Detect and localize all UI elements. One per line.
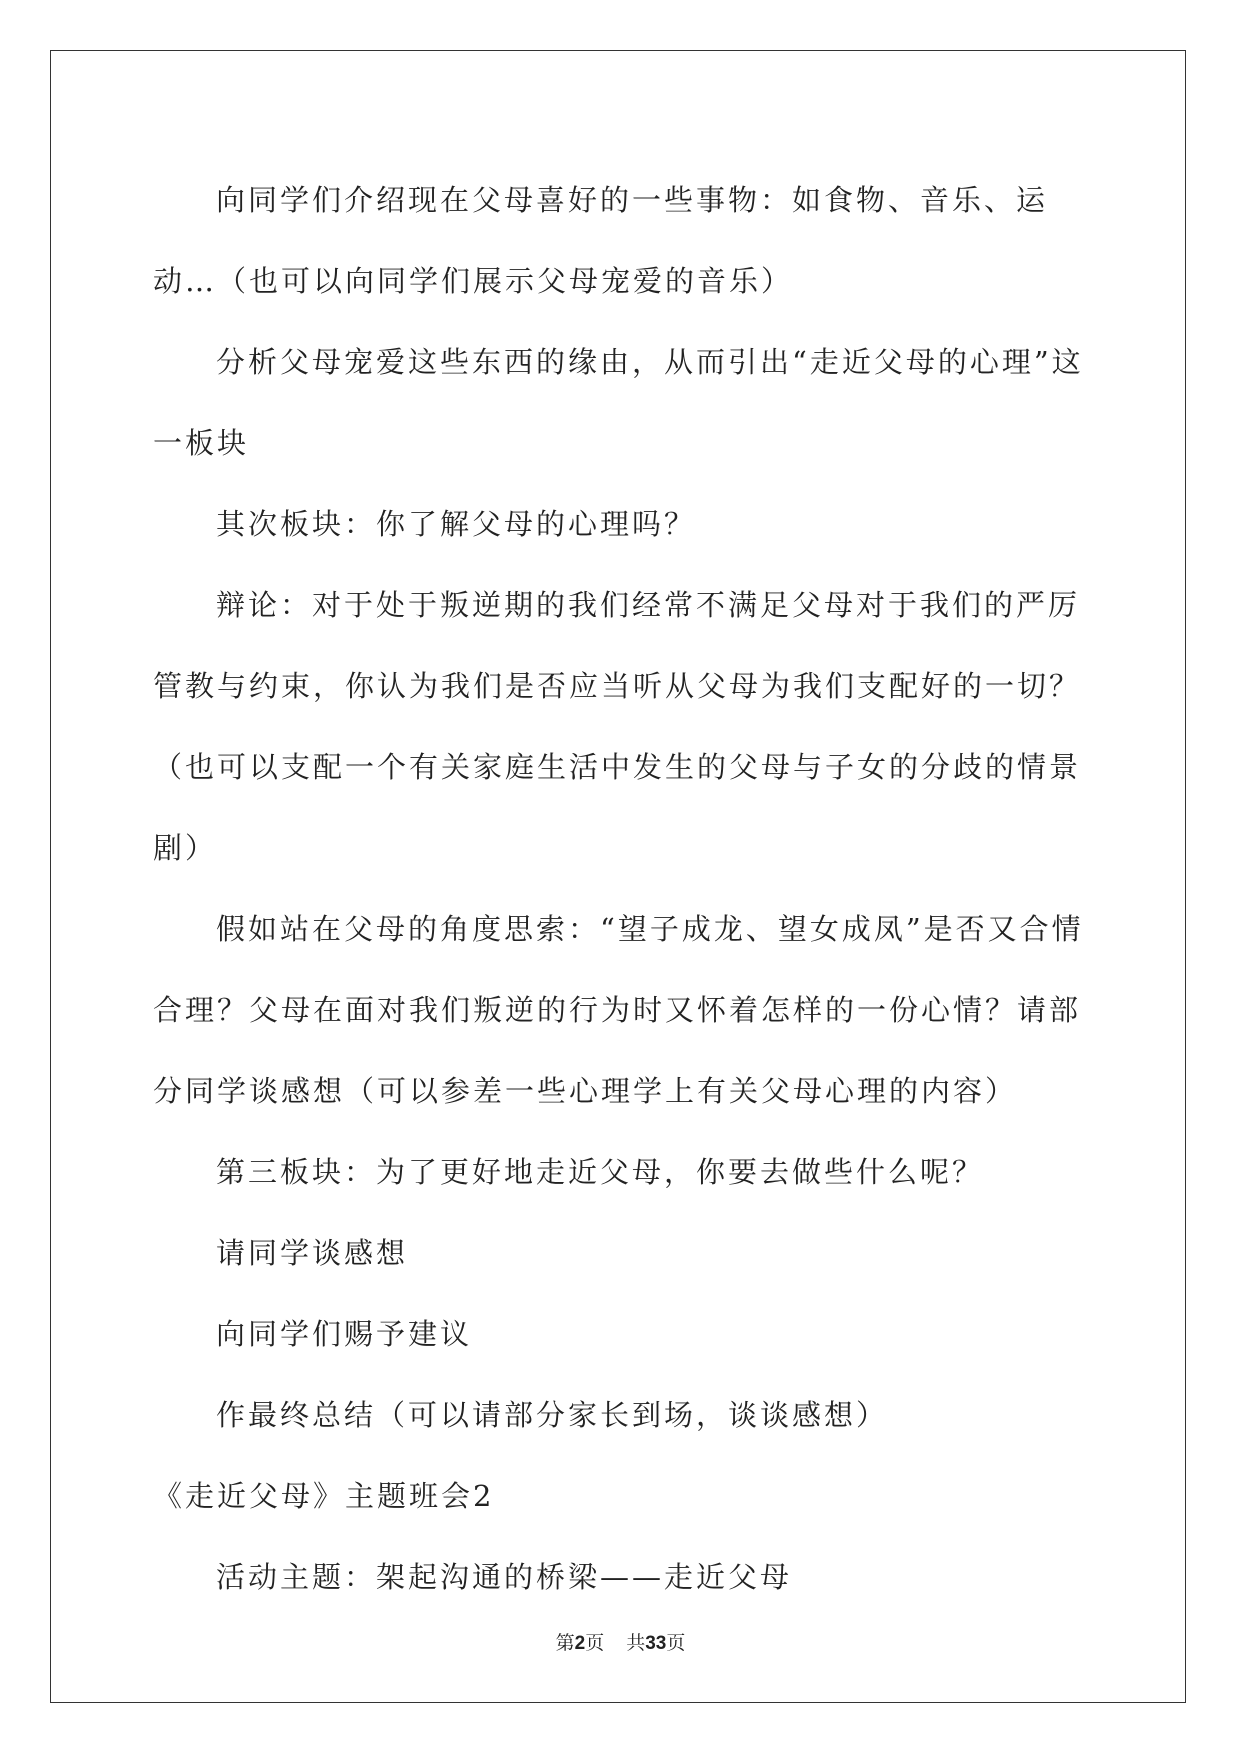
section-heading: 《走近父母》主题班会2 (153, 1479, 495, 1513)
paragraph-5: 假如站在父母的角度思索：“望子成龙、望女成凤”是否又合情合理？父母在面对我们叛逆的行为时又怀着怎样的一份心情？请部分同学谈感想（可以参差一些心理学上有关父母心理的内容） (153, 912, 1084, 1108)
page-prefix: 第 (555, 1632, 575, 1654)
page-footer (0, 1628, 1241, 1655)
paragraph-10: 活动主题：架起沟通的桥梁——走近父母 (216, 1560, 793, 1594)
total-prefix: 共 (626, 1632, 646, 1654)
paragraph-4: 辩论：对于处于叛逆期的我们经常不满足父母对于我们的严厉管教与约束，你认为我们是否应当听从父母为我们支配好的一切？（也可以支配一个有关家庭生活中发生的父母与子女的分歧的情景剧） (153, 588, 1082, 865)
document-body (153, 160, 1090, 1618)
total-pages: 33 (645, 1633, 667, 1654)
page-number: 2 (574, 1633, 586, 1654)
paragraph-1: 向同学们介绍现在父母喜好的一些事物：如食物、音乐、运动…（也可以向同学们展示父母宠爱的音乐） (153, 183, 1049, 298)
paragraph-2: 分析父母宠爱这些东西的缘由，从而引出“走近父母的心理”这一板块 (153, 345, 1084, 460)
page-suffix: 页 (585, 1632, 605, 1654)
paragraph-6: 第三板块：为了更好地走近父母，你要去做些什么呢？ (216, 1155, 985, 1189)
total-suffix: 页 (666, 1632, 686, 1654)
paragraph-3: 其次板块：你了解父母的心理吗？ (216, 507, 697, 541)
paragraph-9: 作最终总结（可以请部分家长到场，谈谈感想） (216, 1398, 889, 1432)
paragraph-7: 请同学谈感想 (216, 1236, 409, 1270)
paragraph-8: 向同学们赐予建议 (216, 1317, 473, 1351)
